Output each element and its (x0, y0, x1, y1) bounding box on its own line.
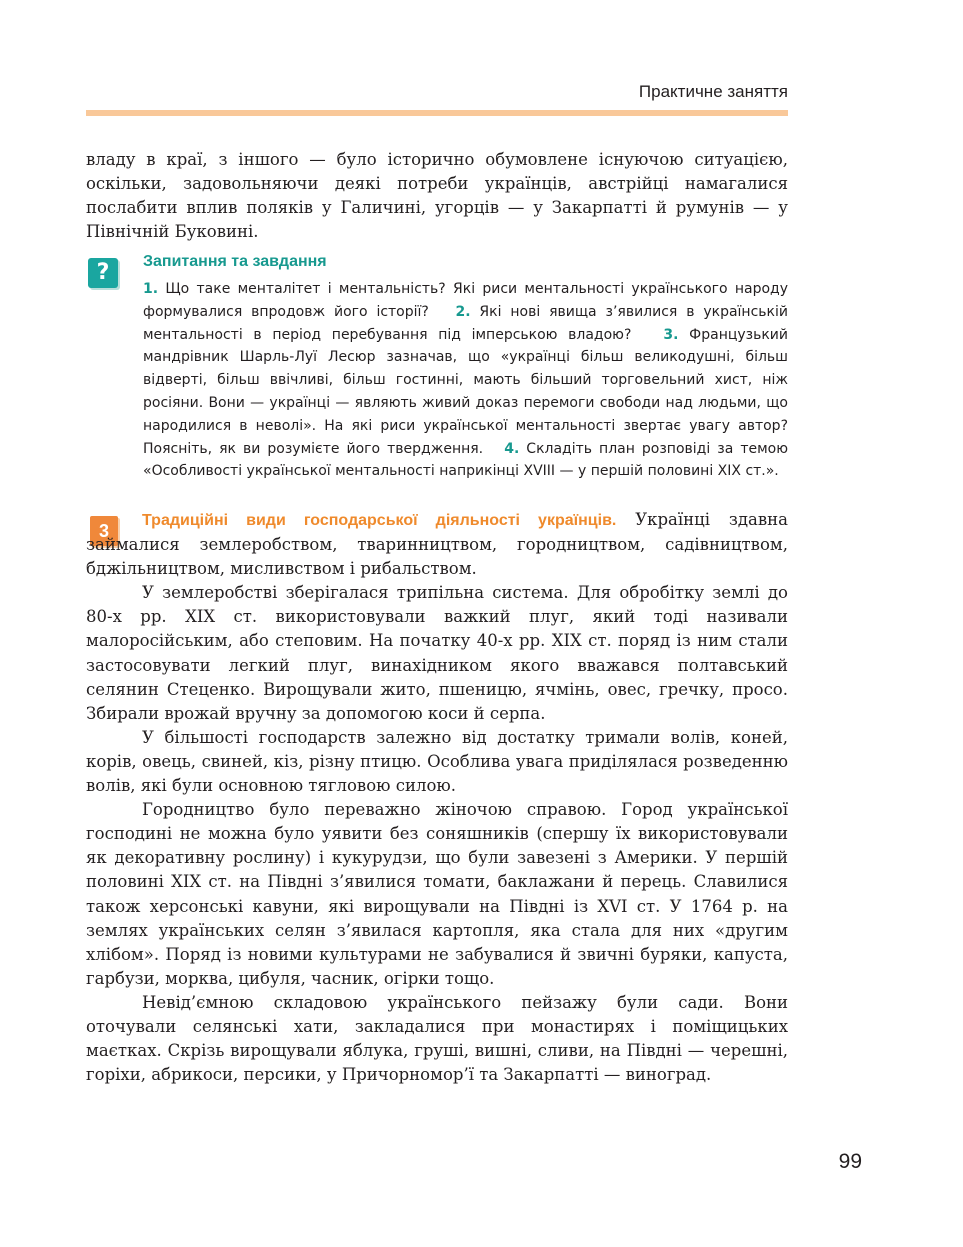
question-text: Складіть план розповіді за темою «Особливості української ментальності наприкінці XVIII — у першій половині XIX ст.». (143, 440, 788, 480)
intro-paragraph (86, 148, 788, 244)
paragraph: Невід’ємною складовою українського пейзажу були сади. Вони оточували селянські хати, закладалися при монастирях і поміщицьких маєтках. Скрізь вирощували яблука, груші, вишні, сливи, на Півдні — черешні, горіхи, абрикоси, персики, у Причорномор’ї та Закарпатті — виноград. (86, 992, 788, 1085)
questions-title: Запитання та завдання (143, 253, 327, 270)
question-mark-icon: ? (88, 258, 118, 288)
section-number-badge: 3 (90, 516, 118, 546)
running-header: Практичне заняття (638, 82, 788, 101)
paragraph: У землеробстві зберігалася трипільна система. Для обробітку землі до 80-х рр. XIX ст. використовували важкий плуг, який тоді називали малоросійським, або степовим. На початку 40-х рр. XIX ст. поряд із ним стали застосовувати легкий плуг, винахідником якого вважався полтавський селянин Стеценко. Вирощували жито, пшеницю, ячмінь, овес, гречку, просо. Збирали врожай вручну за допомогою коси й серпа. (86, 583, 788, 723)
section-lead: Українці здавна займалися землеробством, тваринництвом, городництвом, садівництвом, бджільництвом, мисливством і рибальством. (86, 510, 788, 579)
question-number: 2. (455, 303, 471, 320)
section-lead-paragraph (86, 508, 788, 581)
section-traditional-economy (86, 508, 788, 1087)
question-text: Що таке менталітет і ментальність? Які риси ментальності українського народу формувалися впродовж його історії? (143, 281, 789, 320)
intro-text: владу в краї, з іншого — було історично обумовлене існуючою ситуацією, оскільки, задовольняючи деякі потреби українців, австрійці намагалися послабити вплив поляків у Галичині, угорців — у Закарпатті й румунів — у Північній Буковині. (86, 150, 788, 242)
questions-body (143, 278, 788, 483)
page-number: 99 (838, 1150, 862, 1173)
paragraph: У більшості господарств залежно від достатку тримали волів, коней, корів, овець, свиней, кіз, різну птицю. Особлива увага приділялася розведенню волів, які були основною тягловою силою. (86, 727, 788, 796)
question-text: Які нові явища з’явилися в українській ментальності в період перебування під імперською владою? (143, 303, 788, 343)
question-number: 1. (143, 281, 159, 297)
question-number: 4. (504, 440, 520, 457)
section-title: Традиційні види господарської діяльності українців. (142, 512, 617, 529)
paragraph: Городництво було переважно жіночою справою. Город української господині не можна було уявити без соняшників (спершу їх використовували як декоративну рослину) і кукурудзи, що були завезені з Америки. У першій половині XIX ст. на Півдні з’явилися томати, баклажани й перець. Славилися також херсонські кавуни, які вирощували на Півдні із XVI ст. У 1764 р. на землях українських селян з’явилася картопля, яка стала для них «другим хлібом». Поряд із новими культурами не забувалися й звичні буряки, капуста, гарбузи, морква, цибуля, часник, огірки тощо. (86, 800, 788, 988)
question-number: 3. (663, 326, 679, 343)
header-rule (86, 110, 788, 116)
question-text: Французький мандрівник Шарль-Луї Лесюр зазначав, що «українці більш великодушні, більш відверті, більш ввічливі, більш гостинні, мають більший торговельний хист, ніж росіяни. Вони — українці — являють живий доказ перемоги свободи над людьми, що народилися в неволі». На які риси української ментальності звертає увагу автор? Поясніть, як ви розумієте його твердження. (143, 326, 789, 457)
